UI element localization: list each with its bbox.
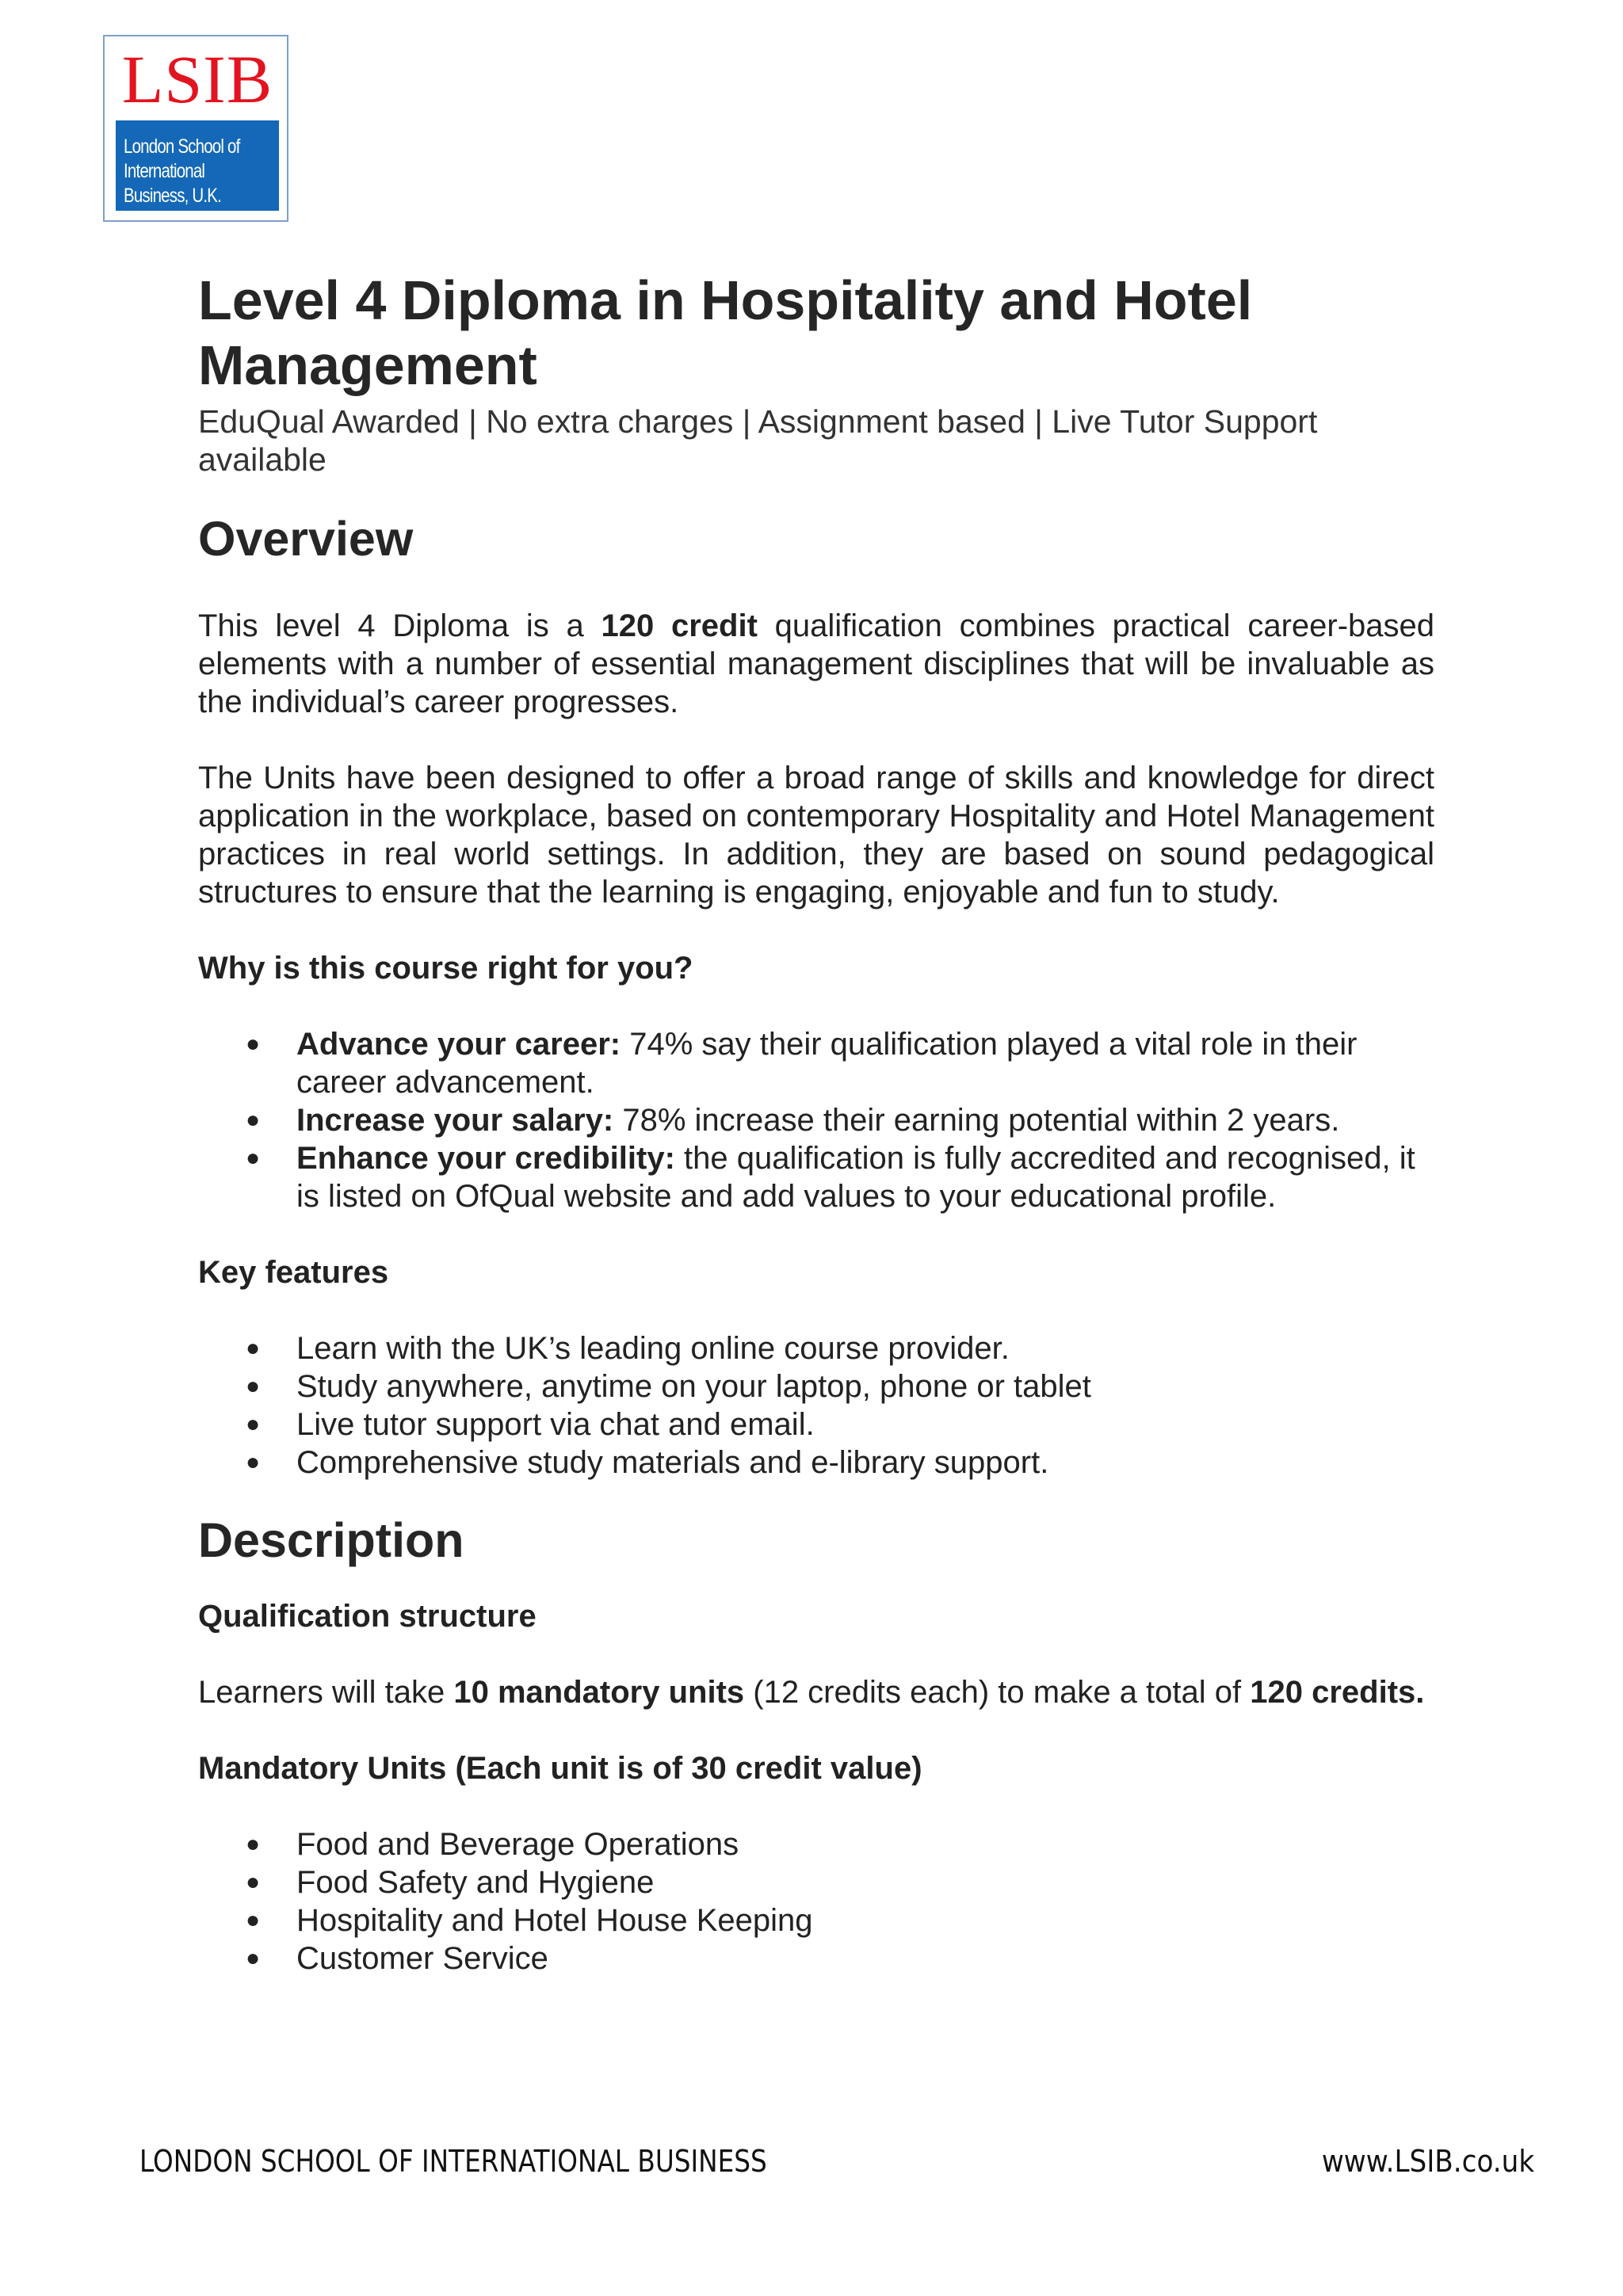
list-item: ● Learn with the UK’s leading online course provider. xyxy=(246,1331,1010,1366)
footer-school-name: LONDON SCHOOL OF INTERNATIONAL BUSINESS xyxy=(139,2144,767,2179)
description-heading: Description xyxy=(198,1513,464,1567)
logo-subtitle-box xyxy=(116,120,279,211)
bullet-icon: ● xyxy=(246,1831,261,1857)
key-features-list xyxy=(198,1329,1434,1482)
overview-paragraph-2: The Units have been designed to offer a broad range of skills and knowledge for direct application in the workplace, based on contemporary Hospitality and Hotel Management practices in real world settings. In addition, they are based on sound pedagogical structures to ensure that the learning is engaging, enjoyable and fun to study. xyxy=(198,761,1434,910)
list-item: ● Comprehensive study materials and e-library support. xyxy=(246,1445,1049,1480)
document-body xyxy=(198,268,1434,1978)
lsib-logo xyxy=(103,35,288,222)
bullet-icon: ● xyxy=(246,1107,261,1133)
list-item: ● Food Safety and Hygiene xyxy=(246,1865,655,1900)
list-item: ● Study anywhere, anytime on your laptop, phone or tablet xyxy=(246,1369,1091,1404)
mandatory-units-heading: Mandatory Units (Each unit is of 30 credit value) xyxy=(198,1751,922,1786)
logo-line-2: International xyxy=(124,160,205,182)
overview-paragraph-1: This level 4 Diploma is a 120 credit qualification combines practical career-based elements with a number of essential management disciplines that will be invaluable as the individual’s career progresses. xyxy=(198,608,1435,719)
logo-line-3: Business, U.K. xyxy=(124,185,221,207)
bullet-icon: ● xyxy=(246,1907,261,1933)
list-item: ● Customer Service xyxy=(246,1941,548,1976)
credit-highlight: 120 credit xyxy=(601,608,758,643)
why-course-heading: Why is this course right for you? xyxy=(198,951,693,986)
bullet-icon: ● xyxy=(246,1945,261,1971)
list-item: ● Advance your career: 74% say their qualification played a vital role in their career advancement. xyxy=(246,1027,1358,1100)
list-item: ● Increase your salary: 78% increase their earning potential within 2 years. xyxy=(246,1103,1340,1138)
list-item: ● Food and Beverage Operations xyxy=(246,1827,739,1862)
bullet-icon: ● xyxy=(246,1411,261,1437)
qualification-structure-heading: Qualification structure xyxy=(198,1599,537,1634)
logo-line-1: London School of xyxy=(124,135,240,158)
structure-paragraph: Learners will take 10 mandatory units (12 credits each) to make a total of 120 credits. xyxy=(198,1675,1425,1710)
bullet-icon: ● xyxy=(246,1031,261,1057)
bullet-icon: ● xyxy=(246,1449,261,1475)
why-course-list xyxy=(198,1025,1434,1215)
logo-title: LSIB xyxy=(121,41,273,117)
mandatory-units-list xyxy=(198,1825,1434,1978)
bullet-icon: ● xyxy=(246,1373,261,1399)
overview-heading: Overview xyxy=(198,512,414,566)
footer-website: www.LSIB.co.uk xyxy=(1321,2144,1534,2179)
key-features-heading: Key features xyxy=(198,1255,389,1290)
page-subtitle: EduQual Awarded | No extra charges | Assignment based | Live Tutor Support available xyxy=(198,403,1318,478)
list-item: ● Live tutor support via chat and email. xyxy=(246,1407,815,1442)
bullet-icon: ● xyxy=(246,1335,261,1361)
bullet-icon: ● xyxy=(246,1145,261,1171)
list-item: ● Enhance your credibility: the qualification is fully accredited and recognised, it is listed on OfQual website and add values to your educational profile. xyxy=(246,1141,1415,1214)
page-title: Level 4 Diploma in Hospitality and Hotel Management xyxy=(198,269,1253,396)
bullet-icon: ● xyxy=(246,1869,261,1895)
list-item: ● Hospitality and Hotel House Keeping xyxy=(246,1903,813,1938)
